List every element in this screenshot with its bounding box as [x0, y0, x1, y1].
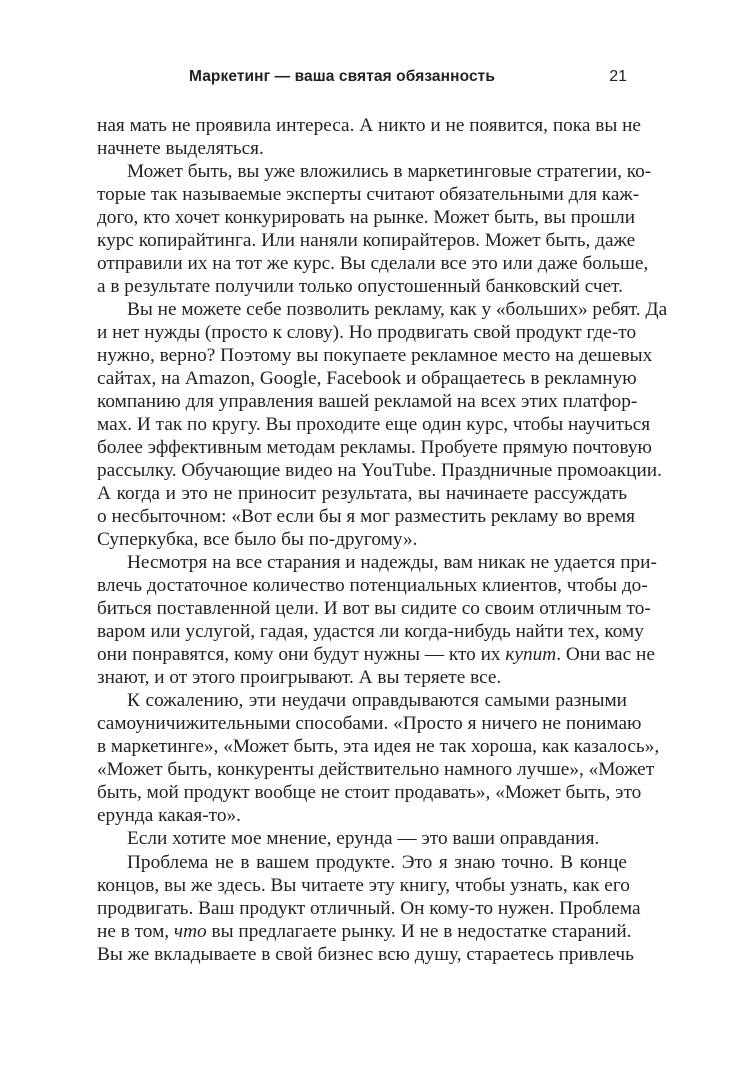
text-line	[97, 344, 653, 367]
text-segment: а в результате получили только опустошенный банковский счет.	[97, 276, 623, 298]
text-segment: Вы не можете себе позволить рекламу, как у «больших» ребят. Да	[127, 299, 668, 321]
text-segment: варом или услугой, гадая, удастся ли когда-нибудь найти тех, кому	[97, 621, 644, 643]
text-segment: в маркетинге», «Может быть, эта идея не так хороша, как казалось»,	[97, 736, 660, 758]
text-segment: вы предлагаете рынку. И не в недостатке стараний.	[206, 920, 632, 942]
text-segment: самоуничижительными способами. «Просто я ничего не понимаю	[97, 713, 642, 735]
text-line	[97, 275, 627, 298]
text-segment: быть, мой продукт вообще не стоит продавать», «Может быть, это	[97, 782, 642, 804]
text-line	[97, 367, 637, 390]
running-title: Маркетинг — ваша святая обязанность	[189, 68, 495, 85]
text-segment: Может быть, вы уже вложились в маркетинговые стратегии, ко-	[127, 161, 652, 183]
text-segment: сайтах, на Amazon, Google, Facebook и обращаетесь в рекламную	[97, 368, 637, 390]
text-line	[97, 183, 640, 206]
text-line	[97, 712, 642, 735]
text-segment: . Они вас не	[556, 644, 655, 666]
text-line	[97, 874, 630, 897]
text-line	[97, 206, 636, 229]
text-line	[97, 459, 662, 482]
text-segment: отправили их на тот же курс. Вы сделали все это или даже больше,	[97, 253, 649, 275]
text-segment: «Может быть, конкуренты действительно намного лучше», «Может	[97, 759, 655, 781]
text-line	[97, 298, 668, 321]
text-line	[97, 597, 651, 620]
text-line	[97, 482, 627, 505]
text-line	[97, 851, 627, 874]
text-line	[97, 943, 634, 966]
text-segment: мах. И так по кругу. Вы проходите еще один курс, чтобы научиться	[97, 414, 651, 436]
running-header	[97, 68, 627, 90]
text-line	[97, 137, 627, 160]
text-segment: Проблема не в вашем продукте. Это я знаю точно. В конце	[127, 851, 627, 873]
text-segment: Несмотря на все старания и надежды, вам никак не удается при-	[127, 552, 657, 574]
text-segment: более эффективным методам рекламы. Пробуете прямую почтовую	[97, 437, 652, 459]
text-segment: нужно, верно? Поэтому вы покупаете рекламное место на дешевых	[97, 345, 653, 367]
text-segment: дого, кто хочет конкурировать на рынке. Может быть, вы прошли	[97, 207, 636, 229]
text-segment: биться поставленной цели. И вот вы сидите со своим отличным то-	[97, 598, 651, 620]
text-segment: начнете выделяться.	[97, 138, 264, 160]
text-line	[97, 827, 627, 850]
text-segment: концов, вы же здесь. Вы читаете эту книгу, чтобы узнать, как его	[97, 874, 630, 896]
text-line	[97, 804, 627, 827]
text-segment: компанию для управления вашей рекламой на всех этих платфор-	[97, 391, 638, 413]
text-segment: ная мать не проявила интереса. А никто и не появится, пока вы не	[97, 115, 641, 136]
text-segment: продвигать. Ваш продукт отличный. Он кому-то нужен. Проблема	[97, 897, 641, 919]
text-line	[97, 689, 627, 712]
text-segment: знают, и от этого проигрывают. А вы теряете все.	[97, 667, 502, 689]
text-segment: рассылку. Обучающие видео на YouTube. Праздничные промоакции.	[97, 460, 662, 482]
text-line	[97, 413, 651, 436]
text-segment: К сожалению, эти неудачи оправдываются самыми разными	[127, 690, 627, 712]
text-line	[97, 160, 652, 183]
text-segment: Если хотите мое мнение, ерунда — это ваши оправдания.	[127, 828, 600, 850]
text-line	[97, 620, 644, 643]
text-segment: они понравятся, кому они будут нужны — кто их	[97, 644, 506, 666]
text-line	[97, 643, 655, 666]
text-line	[97, 528, 627, 551]
text-line	[97, 897, 641, 920]
text-line	[97, 758, 655, 781]
text-line	[97, 390, 638, 413]
text-segment: торые так называемые эксперты считают обязательными для каж-	[97, 184, 640, 206]
text-line	[97, 252, 649, 275]
text-segment: и нет нужды (просто к слову). Но продвигать свой продукт где-то	[97, 322, 637, 344]
text-line	[97, 735, 660, 758]
text-segment: Суперкубка, все было бы по-другому».	[97, 529, 418, 551]
text-segment: не в том,	[97, 920, 174, 942]
text-line	[97, 505, 636, 528]
text-segment: влечь достаточное количество потенциальных клиентов, чтобы до-	[97, 575, 648, 597]
page-number: 21	[609, 68, 627, 85]
body-text	[97, 114, 668, 966]
text-line	[97, 574, 648, 597]
italic-emphasis: что	[173, 920, 207, 942]
text-line	[97, 781, 642, 804]
text-line	[97, 666, 627, 689]
text-segment: Вы же вкладываете в свой бизнес всю душу, стараетесь привлечь	[97, 943, 634, 965]
text-line	[97, 321, 637, 344]
text-segment: А когда и это не приносит результата, вы начинаете рассуждать	[97, 483, 627, 505]
text-segment: о несбыточном: «Вот если бы я мог разместить рекламу во время	[97, 506, 636, 528]
text-segment: ерунда какая-то».	[97, 805, 241, 827]
text-line	[97, 114, 641, 137]
italic-emphasis: купит	[505, 644, 557, 666]
text-segment: курс копирайтинга. Или наняли копирайтеров. Может быть, даже	[97, 230, 636, 252]
text-line	[97, 551, 657, 574]
text-line	[97, 229, 636, 252]
text-line	[97, 920, 632, 943]
text-line	[97, 436, 652, 459]
